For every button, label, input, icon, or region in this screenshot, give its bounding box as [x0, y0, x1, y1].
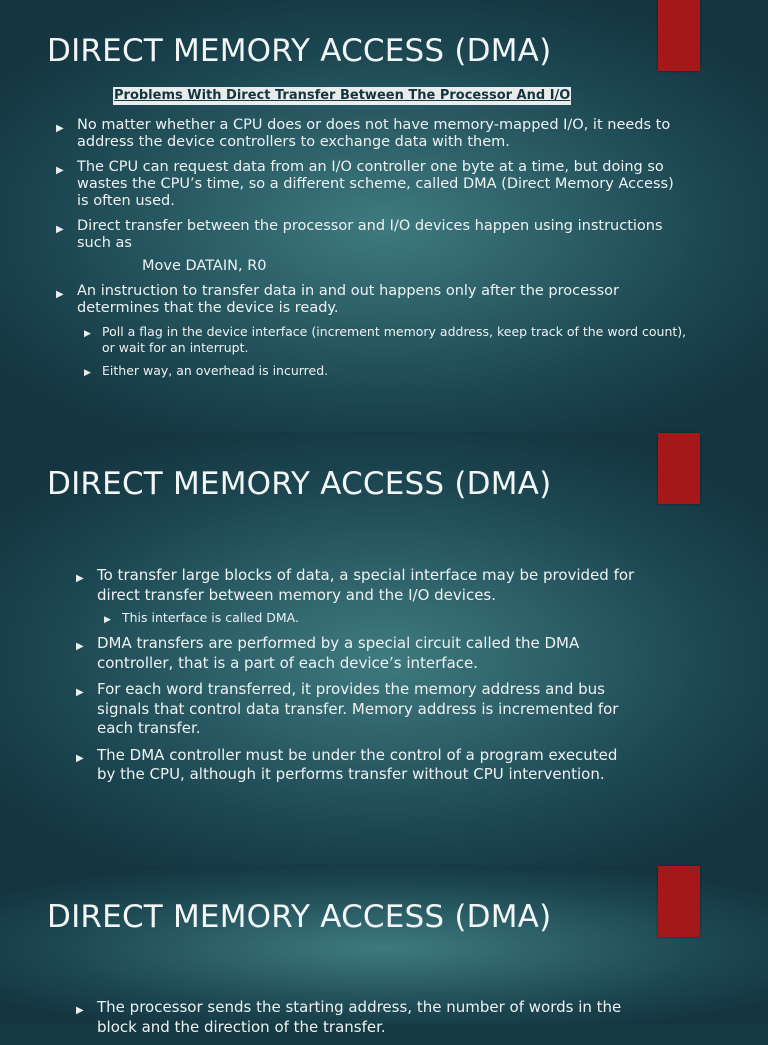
triangle-right-icon: ▶	[76, 641, 84, 652]
sub-bullet-text: Either way, an overhead is incurred.	[102, 363, 329, 378]
triangle-right-icon: ▶	[76, 752, 84, 764]
sub-bullet-item	[48, 363, 688, 379]
slide-title: DIRECT MEMORY ACCESS (DMA)	[47, 466, 552, 502]
code-line: Move DATAIN, R0	[142, 258, 267, 274]
bullet-item	[48, 218, 688, 252]
triangle-right-icon: ▶	[56, 165, 64, 176]
sub-bullet-item	[48, 324, 688, 356]
red-accent-bar	[658, 866, 700, 937]
bullet-text: DMA transfers are performed by a special circuit called the DMA controller, that is a part of each device’s interface.	[97, 634, 580, 672]
bullet-item	[68, 634, 638, 673]
bullet-list	[68, 566, 638, 792]
sub-bullet-text: Poll a flag in the device interface (increment memory address, keep track of the word count), or wait for an interrupt.	[102, 324, 687, 355]
slide-1	[0, 0, 768, 432]
slide-3	[0, 866, 768, 1036]
bullet-list	[48, 117, 688, 386]
bullet-text: For each word transferred, it provides the memory address and bus signals that control data transfer. Memory address is incremented for each transfer.	[97, 680, 619, 737]
bullet-item	[68, 566, 638, 605]
bullet-item	[48, 159, 688, 210]
triangle-right-icon: ▶	[76, 573, 84, 584]
slide-subheading: Problems With Direct Transfer Between The Processor And I/O	[114, 88, 571, 103]
slide-title: DIRECT MEMORY ACCESS (DMA)	[47, 899, 552, 935]
bullet-item	[48, 283, 688, 317]
bullet-text: The processor sends the starting address, the number of words in the block and the direction of the transfer.	[97, 998, 622, 1036]
bullet-text: Direct transfer between the processor and I/O devices happen using instructions such as	[77, 218, 663, 251]
triangle-right-icon: ▶	[84, 368, 91, 378]
triangle-right-icon: ▶	[56, 224, 64, 235]
triangle-right-icon: ▶	[104, 615, 111, 625]
sub-bullet-item	[68, 610, 638, 626]
bullet-item	[68, 680, 638, 739]
bullet-text: An instruction to transfer data in and out happens only after the processor determines that the device is ready.	[77, 283, 619, 316]
triangle-right-icon: ▶	[76, 1005, 84, 1016]
slide-2	[0, 433, 768, 865]
triangle-right-icon: ▶	[56, 289, 64, 300]
bullet-item	[68, 746, 638, 785]
bullet-text: No matter whether a CPU does or does not have memory-mapped I/O, it needs to address the device controllers to exchange data with them.	[77, 117, 671, 150]
bullet-item	[48, 117, 688, 151]
red-accent-bar	[658, 433, 700, 504]
triangle-right-icon: ▶	[76, 687, 84, 698]
bullet-text: The DMA controller must be under the control of a program executed by the CPU, although it performs transfer without CPU intervention.	[97, 745, 618, 783]
triangle-right-icon: ▶	[56, 123, 64, 134]
red-accent-bar	[658, 0, 700, 71]
triangle-right-icon: ▶	[84, 329, 91, 339]
sub-bullet-text: This interface is called DMA.	[122, 610, 299, 625]
bullet-text: To transfer large blocks of data, a special interface may be provided for direct transfer between memory and the I/O devices.	[97, 566, 635, 604]
slide-title: DIRECT MEMORY ACCESS (DMA)	[47, 33, 552, 69]
bullet-item	[68, 998, 648, 1037]
bullet-text: The CPU can request data from an I/O controller one byte at a time, but doing so wastes the CPU’s time, so a different scheme, called DMA (Direct Memory Access) is often used.	[77, 159, 674, 209]
bullet-list	[68, 998, 648, 1045]
